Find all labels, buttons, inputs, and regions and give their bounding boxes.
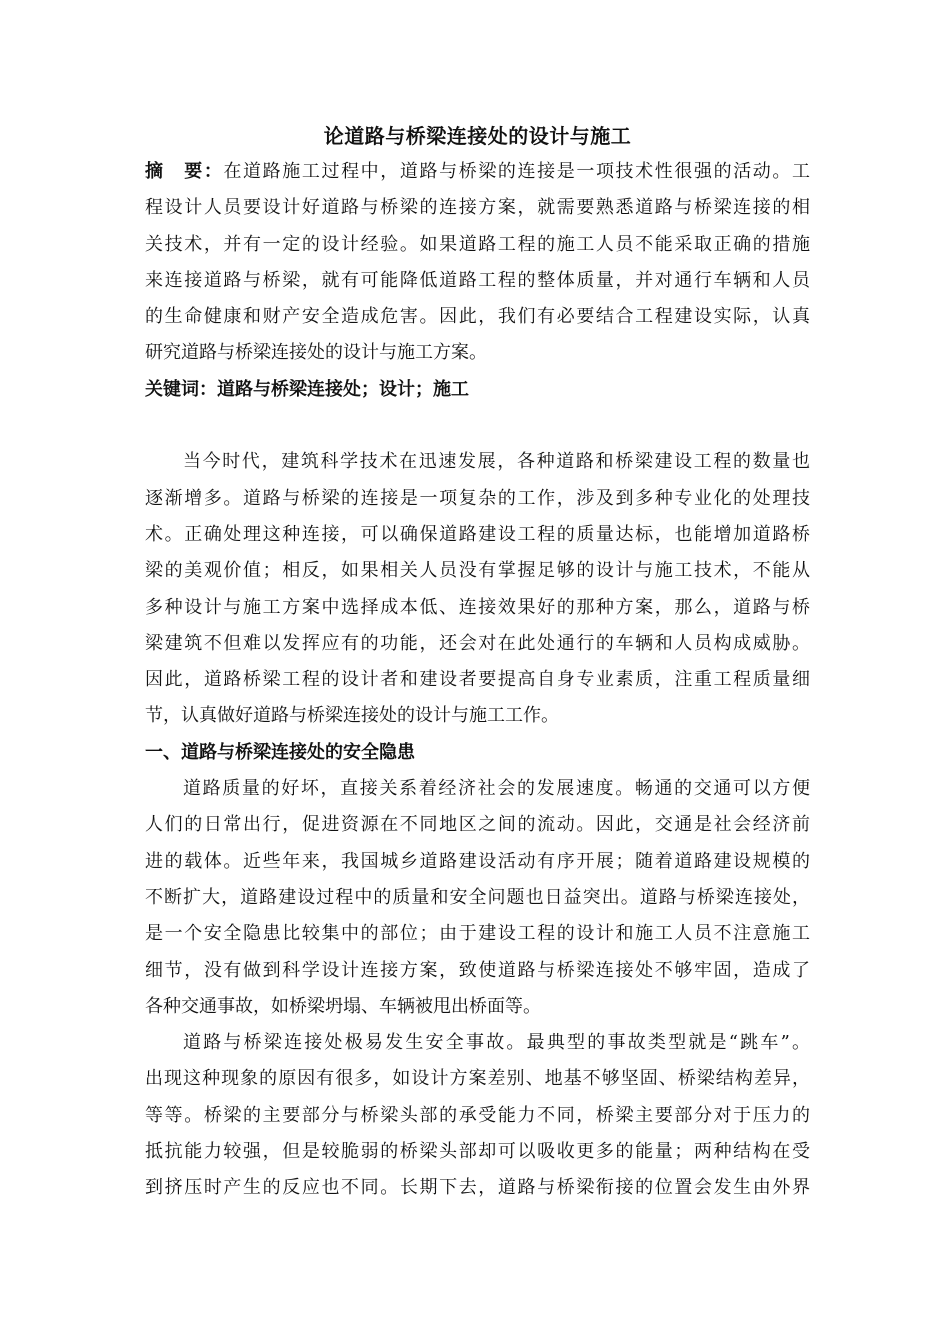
abstract-text: 在道路施工过程中，道路与桥梁的连接是一项技术性很强的活动。工 [223,161,811,182]
intro-line: 梁建筑不但难以发挥应有的功能，还会对在此处通行的车辆和人员构成威胁。 [145,632,810,654]
intro-line: 节，认真做好道路与桥梁连接处的设计与施工工作。 [145,705,559,727]
keywords: 关键词：道路与桥梁连接处；设计；施工 [145,378,469,400]
blank-line [145,408,810,444]
section1-para1-line: 不断扩大，道路建设过程中的质量和安全问题也日益突出。道路与桥梁连接处， [145,886,810,908]
intro-line: 多种设计与施工方案中选择成本低、连接效果好的那种方案，那么，道路与桥 [145,596,810,618]
abstract-line: 关技术，并有一定的设计经验。如果道路工程的施工人员不能采取正确的措施 [145,233,810,255]
document-page [145,118,810,1207]
section1-para2-line: 抵抗能力较强，但是较脆弱的桥梁头部却可以吸收更多的能量；两种结构在受 [145,1141,810,1163]
intro-line: 当今时代，建筑科学技术在迅速发展，各种道路和桥梁建设工程的数量也 [183,451,810,473]
section1-para1-line: 进的载体。近些年来，我国城乡道路建设活动有序开展；随着道路建设规模的 [145,850,810,872]
section1-para1-line: 是一个安全隐患比较集中的部位；由于建设工程的设计和施工人员不注意施工 [145,923,810,945]
section1-para2-line: 道路与桥梁连接处极易发生安全事故。最典型的事故类型就是“跳车”。 [183,1032,810,1054]
section1-para1-line: 细节，没有做到科学设计连接方案，致使道路与桥梁连接处不够牢固，造成了 [145,959,810,981]
intro-line: 逐渐增多。道路与桥梁的连接是一项复杂的工作，涉及到多种专业化的处理技 [145,487,810,509]
section1-para1-line: 各种交通事故，如桥梁坍塌、车辆被甩出桥面等。 [145,995,541,1017]
intro-line: 梁的美观价值；相反，如果相关人员没有掌握足够的设计与施工技术，不能从 [145,560,810,582]
abstract-first-line [145,154,810,190]
intro-line: 因此，道路桥梁工程的设计者和建设者要提高自身专业素质，注重工程质量细 [145,669,810,691]
document-title: 论道路与桥梁连接处的设计与施工 [323,124,632,148]
abstract-line: 来连接道路与桥梁，就有可能降低道路工程的整体质量，并对通行车辆和人员 [145,269,810,291]
intro-line: 术。正确处理这种连接，可以确保道路建设工程的质量达标，也能增加道路桥 [145,523,810,545]
section1-para2-line: 出现这种现象的原因有很多，如设计方案差别、地基不够坚固、桥梁结构差异， [145,1068,810,1090]
abstract-label: 摘 要： [145,161,224,182]
abstract-line: 研究道路与桥梁连接处的设计与施工方案。 [145,342,487,364]
section-heading: 一、道路与桥梁连接处的安全隐患 [145,741,415,763]
section1-para2-line: 等等。桥梁的主要部分与桥梁头部的承受能力不同，桥梁主要部分对于压力的 [145,1104,810,1126]
section1-para2-line: 到挤压时产生的反应也不同。长期下去，道路与桥梁衔接的位置会发生由外界 [145,1177,810,1199]
abstract-line: 的生命健康和财产安全造成危害。因此，我们有必要结合工程建设实际，认真 [145,306,810,328]
section1-para1-line: 人们的日常出行，促进资源在不同地区之间的流动。因此，交通是社会经济前 [145,814,810,836]
abstract-line: 程设计人员要设计好道路与桥梁的连接方案，就需要熟悉道路与桥梁连接的相 [145,197,810,219]
section1-para1-line: 道路质量的好坏，直接关系着经济社会的发展速度。畅通的交通可以方便 [183,778,810,800]
